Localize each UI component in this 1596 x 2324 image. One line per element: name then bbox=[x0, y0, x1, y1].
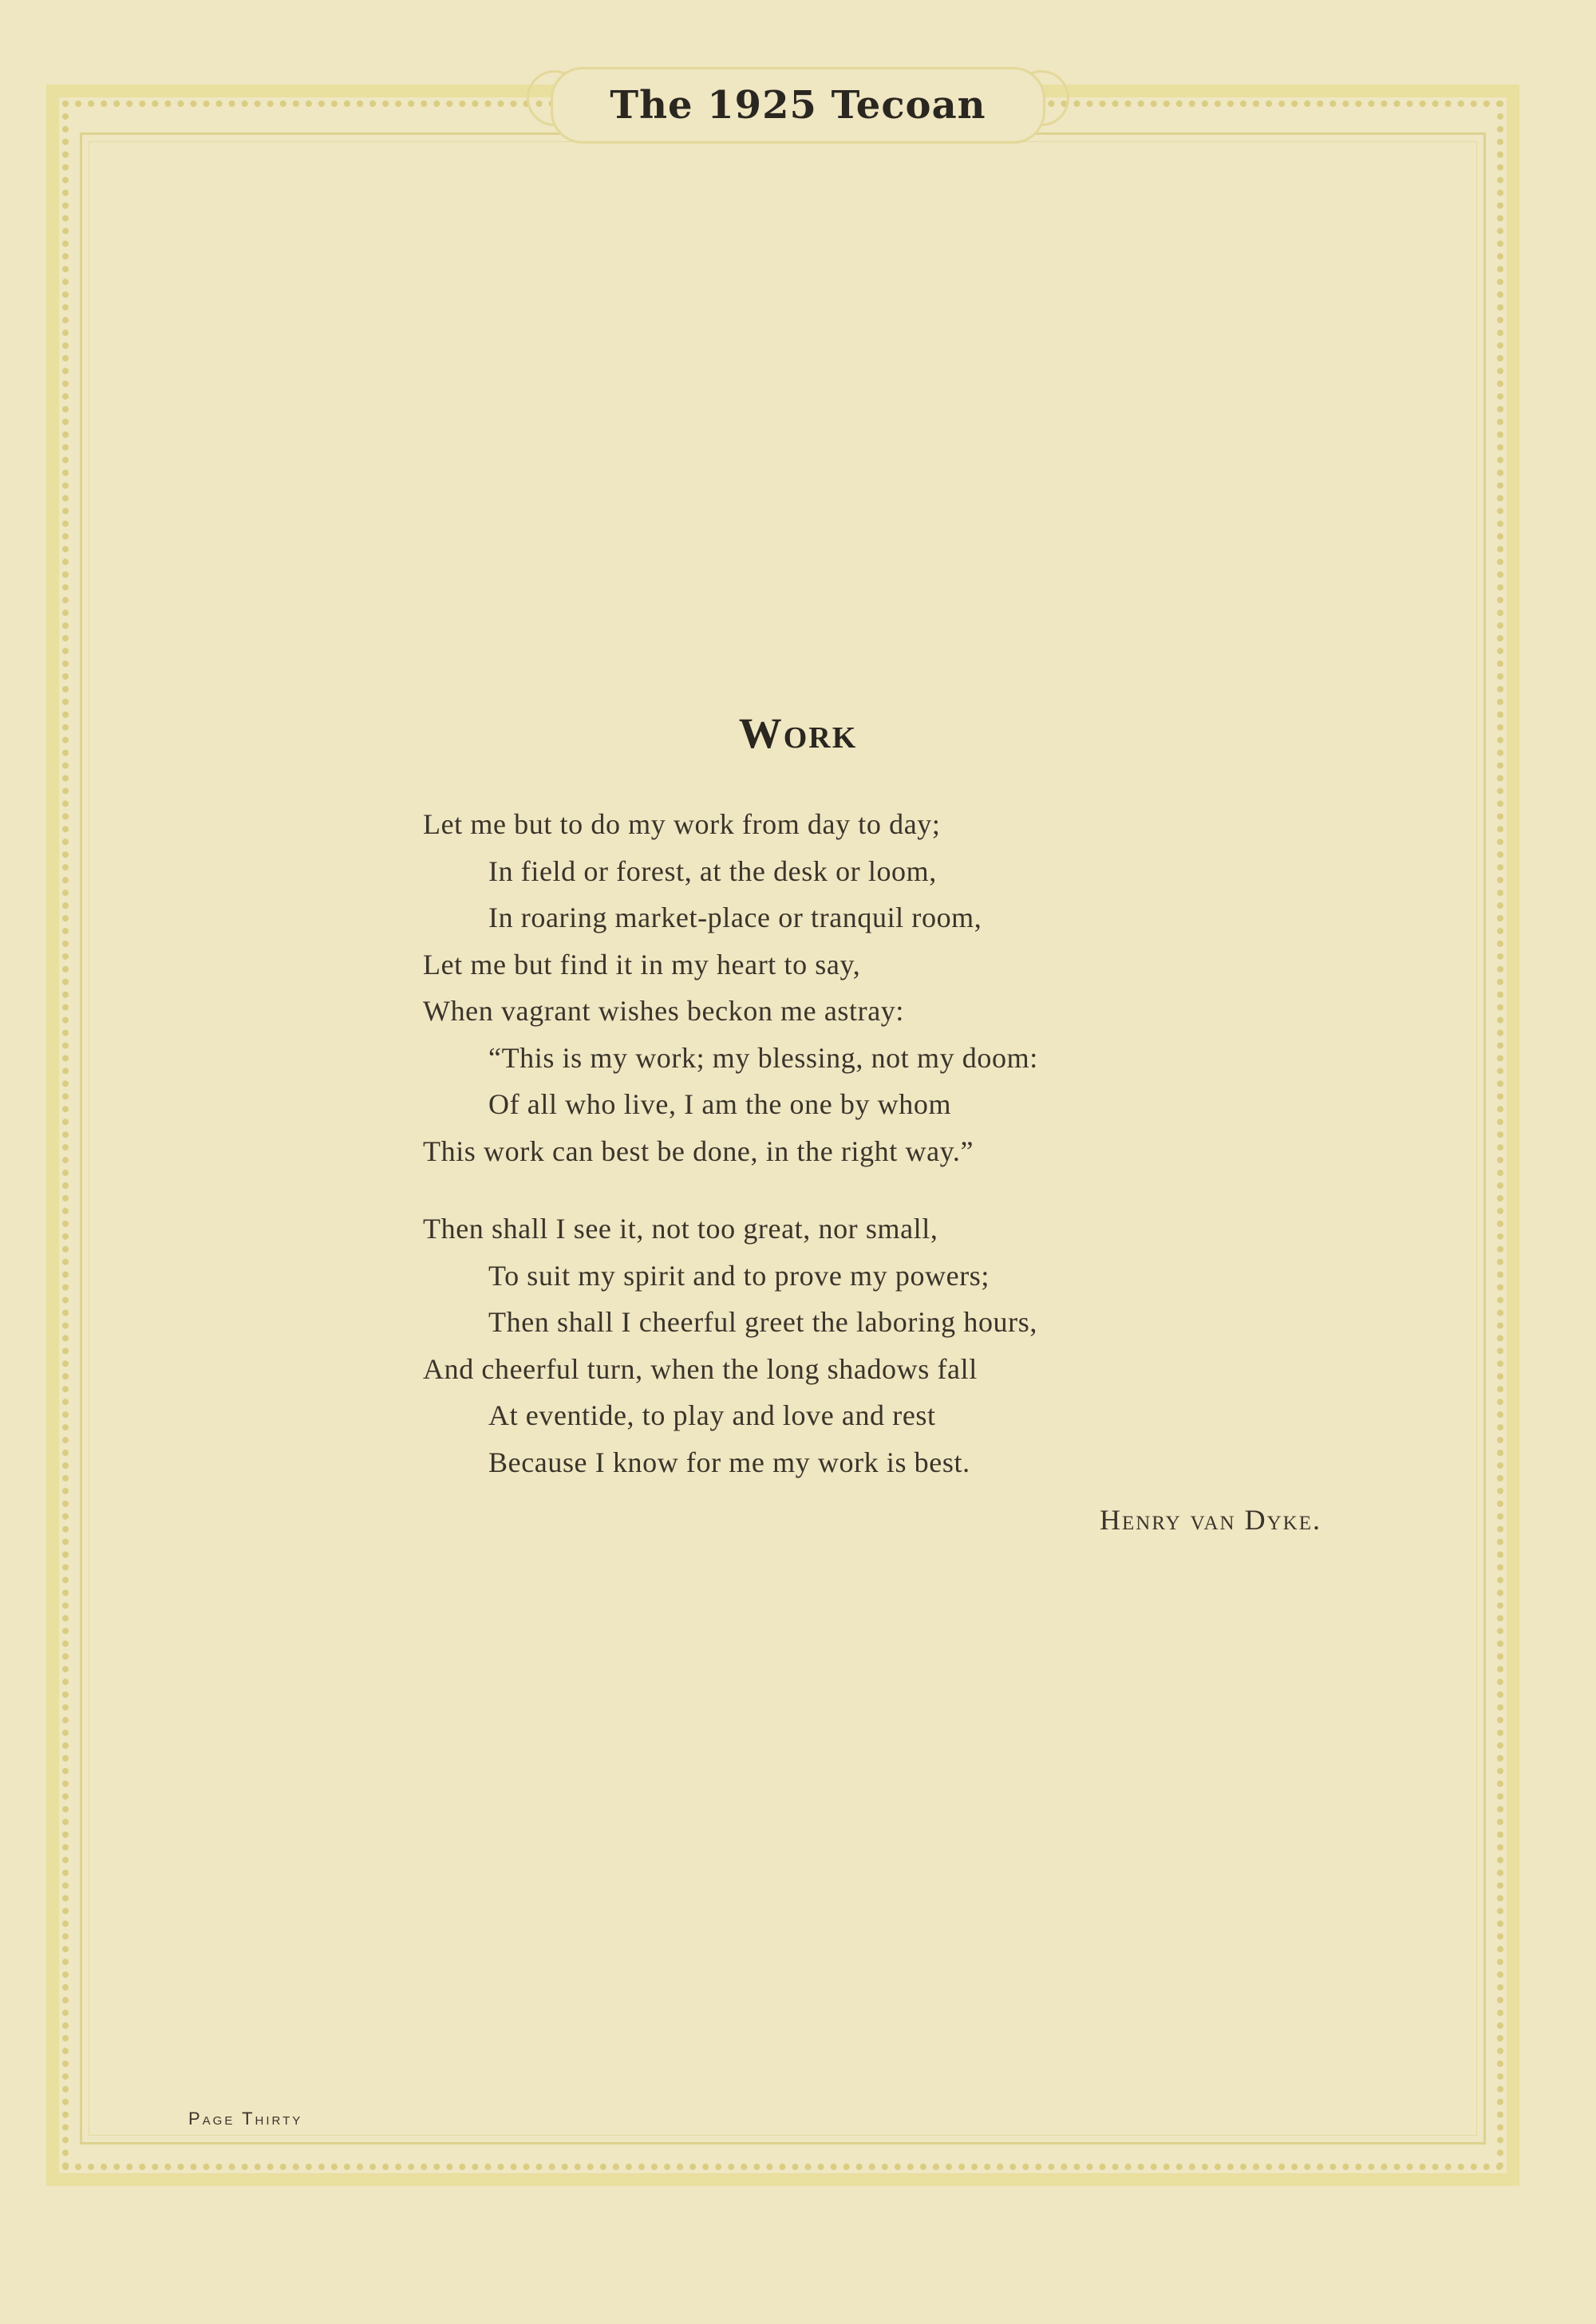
poem-line: Of all who live, I am the one by whom bbox=[488, 1088, 952, 1120]
stanza-2 bbox=[423, 1205, 1381, 1486]
poem-body bbox=[423, 801, 1381, 1486]
poem-line: Let me but to do my work from day to day; bbox=[423, 808, 941, 840]
stanza-1 bbox=[423, 801, 1381, 1174]
poem-line: At eventide, to play and love and rest bbox=[488, 1399, 936, 1431]
page-number: Page Thirty bbox=[188, 2109, 303, 2129]
poem-line: This work can best be done, in the right way.” bbox=[423, 1134, 974, 1167]
yearbook-header-title: The 1925 Tecoan bbox=[610, 83, 986, 128]
poem-line: Let me but find it in my heart to say, bbox=[423, 948, 861, 980]
poem-line: Because I know for me my work is best. bbox=[488, 1446, 970, 1478]
poem-title: Work bbox=[738, 709, 858, 757]
poem-line: And cheerful turn, when the long shadows fall bbox=[423, 1352, 978, 1385]
poem-line: To suit my spirit and to prove my powers; bbox=[488, 1259, 990, 1292]
poem-attribution: Henry van Dyke. bbox=[1100, 1504, 1321, 1536]
poem-line: “This is my work; my blessing, not my doom: bbox=[488, 1041, 1038, 1074]
poem-line: In roaring market-place or tranquil room, bbox=[488, 902, 982, 933]
poem-line: When vagrant wishes beckon me astray: bbox=[423, 995, 904, 1027]
poem-line: In field or forest, at the desk or loom, bbox=[488, 854, 937, 887]
poem-line: Then shall I cheerful greet the laboring hours, bbox=[488, 1306, 1037, 1338]
poem-line: Then shall I see it, not too great, nor small, bbox=[423, 1213, 938, 1245]
